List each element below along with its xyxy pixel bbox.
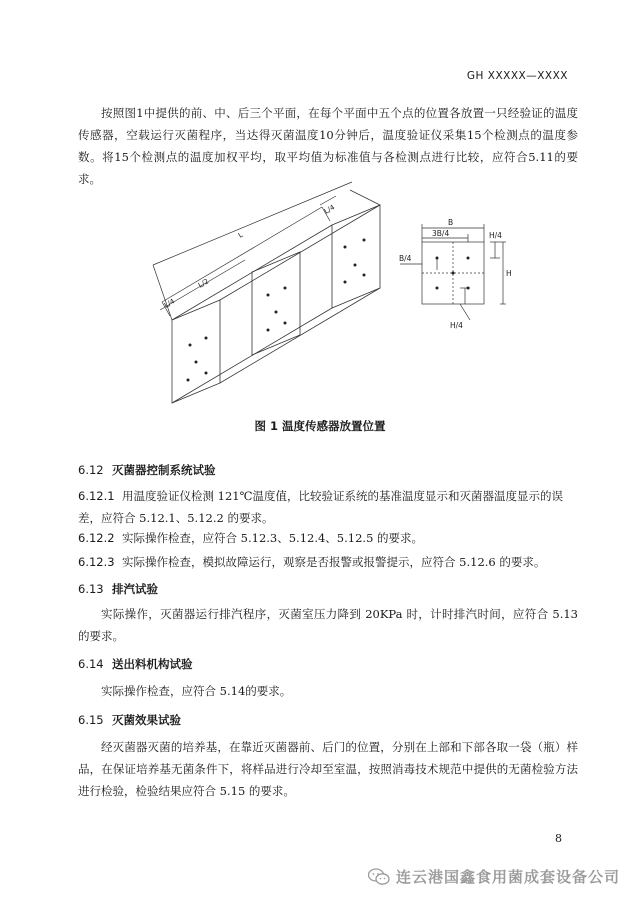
watermark-text: 连云港国鑫食用菌成套设备公司 [395, 868, 620, 886]
section-6-12-3: 6.12.3 实际操作检查，模拟故障运行，观察是否报警或报警提示，应符合 5.12.6 的要求。 [78, 555, 546, 569]
label-quarter-right: L/4 [322, 203, 337, 216]
label-width: B [448, 218, 454, 227]
document-code: GH XXXXX—XXXX [466, 70, 568, 82]
section-6-15-text: 经灭菌器灭菌的培养基，在靠近灭菌器前、后门的位置，分别在上部和下部各取一袋（瓶）样品，在保证培养基无菌条件下，将样品进行冷却至室温，按照消毒技术规范中提供的无菌检验方法进行检验，检验结果应符合 5.15 的要求。 [78, 740, 578, 798]
label-three-quarter-width: 3B/4 [432, 229, 450, 238]
section-heading-6-12: 6.12 灭菌器控制系统试验 [78, 463, 216, 477]
label-quarter-width: B/4 [399, 254, 412, 263]
section-6-12-1: 6.12.1 用温度验证仪检测 121℃温度值，比较验证系统的基准温度显示和灭菌器温度显示的误差，应符合 5.12.1、5.12.2 的要求。 [78, 489, 563, 525]
figure-caption: 图 1 温度传感器放置位置 [254, 419, 386, 433]
section-6-14-text: 实际操作检查，应符合 5.14的要求。 [101, 684, 292, 698]
wechat-icon [368, 868, 390, 886]
label-length: L [236, 230, 245, 240]
section-heading-6-15: 6.15 灭菌效果试验 [78, 713, 181, 727]
page-number: 8 [555, 832, 562, 845]
section-heading-6-14: 6.14 送出料机构试验 [78, 657, 193, 671]
section-heading-6-13: 6.13 排汽试验 [78, 582, 158, 596]
watermark [368, 866, 620, 887]
intro-paragraph: 按照图1中提供的前、中、后三个平面，在每个平面中五个点的位置各放置一只经验证的温度传感器，空载运行灭菌程序，当达得灭菌温度10分钟后，温度验证仪采集15个检测点的温度参数。将15个检测点的温度加权平均，取平均值为标准值与各检测点进行比较，应符合5.11的要求。 [78, 106, 578, 186]
sensor-placement-figure [0, 180, 640, 410]
label-quarter-left: L/4 [162, 297, 177, 310]
section-6-13-text: 实际操作，灭菌器运行排汽程序，灭菌室压力降到 20KPa 时，计时排汽时间，应符合 5.13 的要求。 [78, 607, 578, 643]
section-6-12-2: 6.12.2 实际操作检查，应符合 5.12.3、5.12.4、5.12.5 的要求。 [78, 531, 424, 545]
label-quarter-height-bottom: H/4 [450, 321, 463, 330]
label-half-length: L/2 [196, 277, 211, 290]
label-height: H [506, 269, 512, 278]
label-quarter-height-top: H/4 [489, 231, 502, 240]
